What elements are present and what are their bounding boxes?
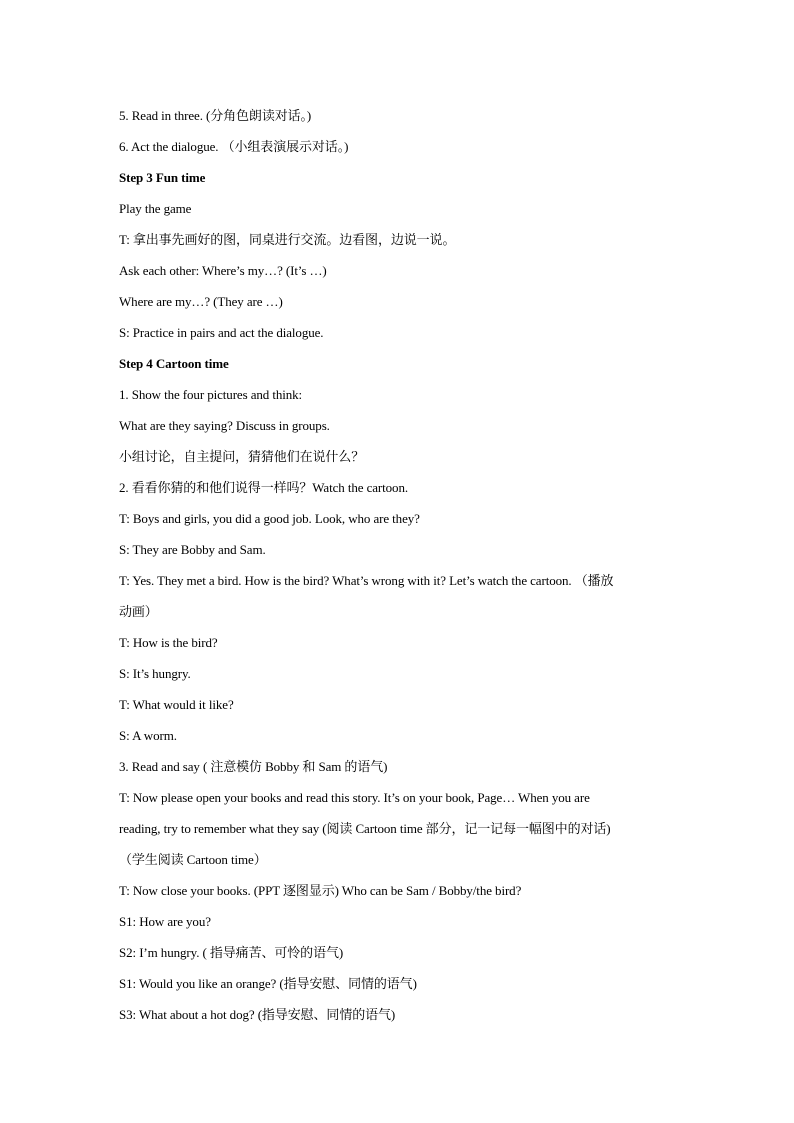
text-line: 6. Act the dialogue. （小组表演展示对话。)	[119, 139, 349, 154]
text-line: reading, try to remember what they say (阅读 Cartoon time 部分，记一记每一幅图中的对话)	[119, 821, 611, 836]
text-line: S: It’s hungry.	[119, 666, 191, 681]
text-line: Where are my…? (They are …)	[119, 294, 283, 309]
document-body	[119, 100, 679, 1030]
text-line: S: They are Bobby and Sam.	[119, 542, 266, 557]
text-line: T: How is the bird?	[119, 635, 218, 650]
text-line: （学生阅读 Cartoon time）	[119, 852, 267, 867]
text-line: S1: Would you like an orange? (指导安慰、同情的语气)	[119, 976, 417, 991]
text-line: 3. Read and say ( 注意模仿 Bobby 和 Sam 的语气)	[119, 759, 388, 774]
text-line: T: 拿出事先画好的图，同桌进行交流。边看图，边说一说。	[119, 232, 456, 247]
text-line: Ask each other: Where’s my…? (It’s …)	[119, 263, 327, 278]
text-line: S: Practice in pairs and act the dialogue.	[119, 325, 324, 340]
text-line: 动画）	[119, 604, 158, 619]
text-line: S3: What about a hot dog? (指导安慰、同情的语气)	[119, 1007, 396, 1022]
text-line: T: What would it like?	[119, 697, 234, 712]
section-heading: Step 3 Fun time	[119, 170, 206, 185]
text-line: Play the game	[119, 201, 192, 216]
text-line: S: A worm.	[119, 728, 177, 743]
section-heading: Step 4 Cartoon time	[119, 356, 229, 371]
text-line: 5. Read in three. (分角色朗读对话。)	[119, 108, 312, 123]
text-line: 1. Show the four pictures and think:	[119, 387, 303, 402]
text-line: S1: How are you?	[119, 914, 211, 929]
text-line: 小组讨论，自主提问，猜猜他们在说什么？	[119, 449, 365, 464]
text-line: T: Now please open your books and read this story. It’s on your book, Page… When you are	[119, 790, 590, 805]
text-line: What are they saying? Discuss in groups.	[119, 418, 330, 433]
text-line: 2. 看看你猜的和他们说得一样吗？Watch the cartoon.	[119, 480, 408, 495]
text-line: S2: I’m hungry. ( 指导痛苦、可怜的语气)	[119, 945, 344, 960]
text-line: T: Now close your books. (PPT 逐图显示) Who can be Sam / Bobby/the bird?	[119, 883, 522, 898]
text-line: T: Yes. They met a bird. How is the bird? What’s wrong with it? Let’s watch the cartoon. （播放	[119, 573, 614, 588]
text-line: T: Boys and girls, you did a good job. Look, who are they?	[119, 511, 420, 526]
